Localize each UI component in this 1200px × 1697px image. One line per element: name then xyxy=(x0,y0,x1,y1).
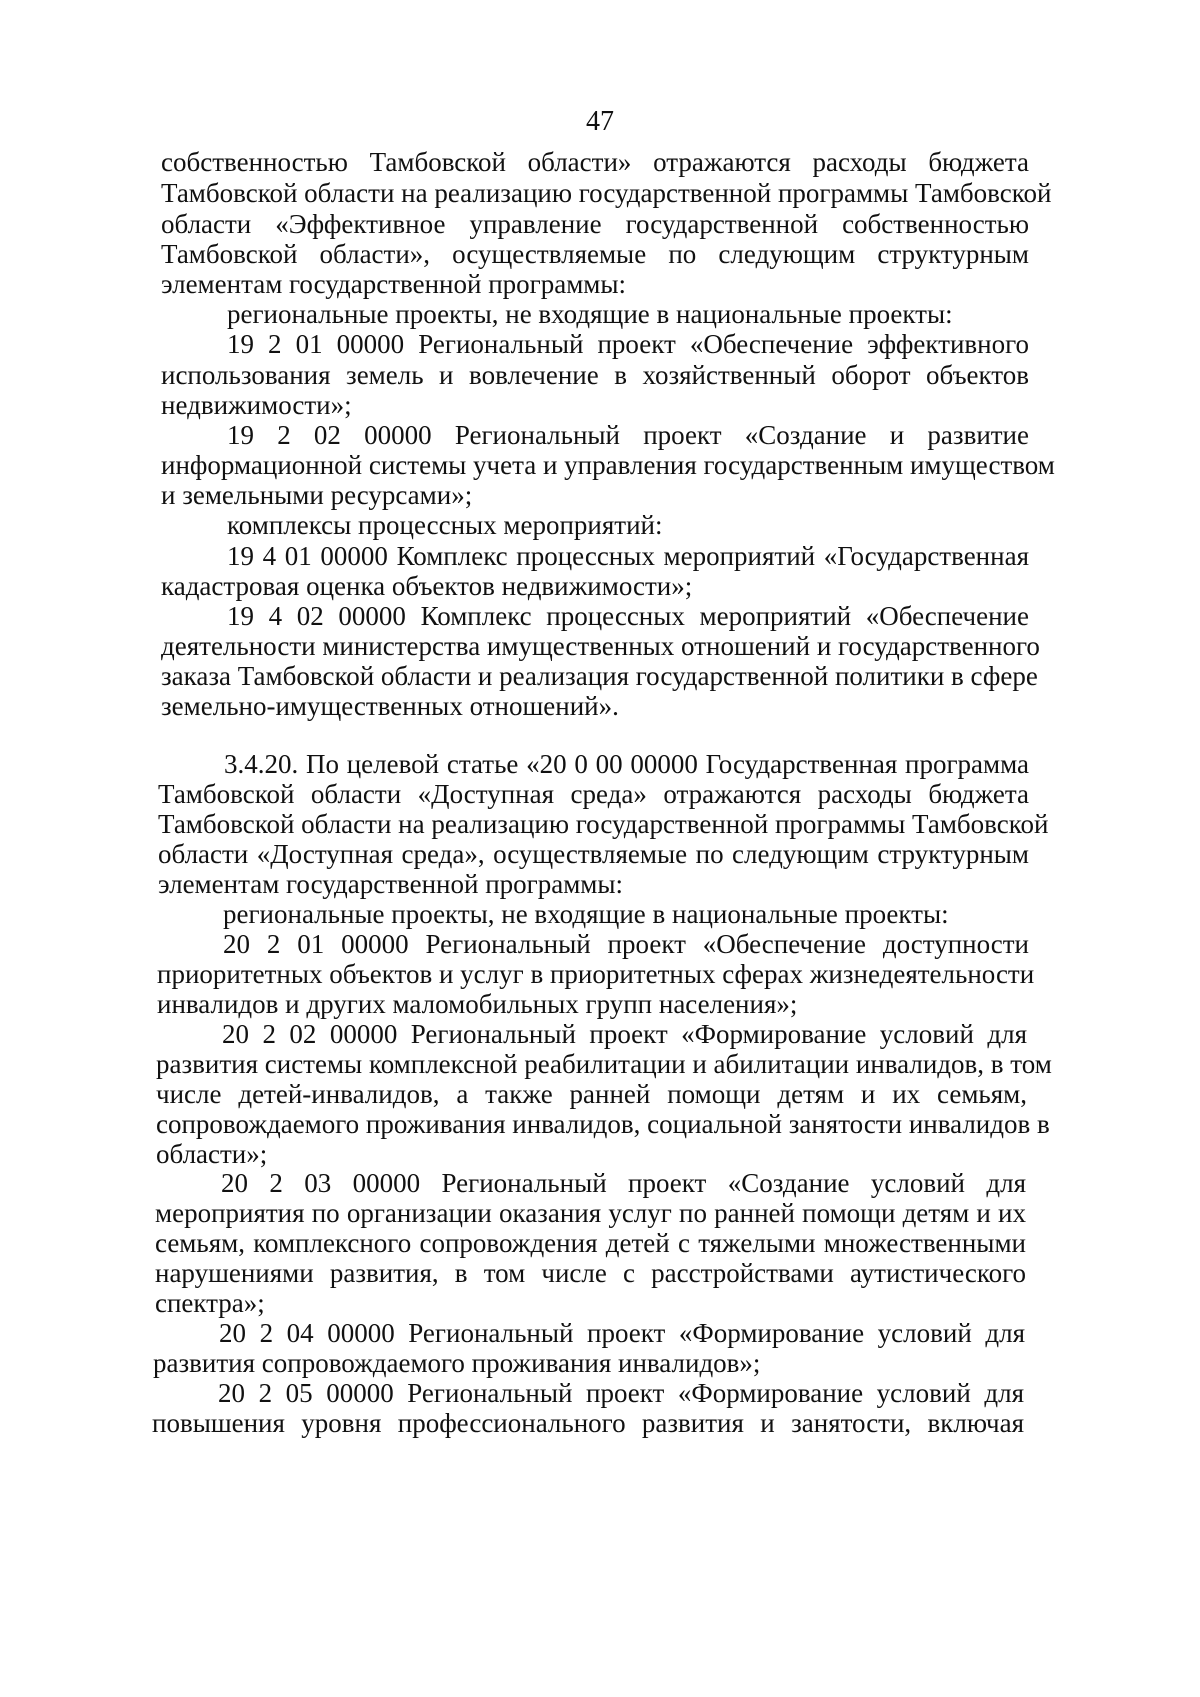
text-line: сопровождаемого проживания инвалидов, социальной занятости инвалидов в xyxy=(156,1109,1050,1139)
text-line: недвижимости»; xyxy=(161,390,352,420)
text-line: 20 2 03 00000 Региональный проект «Создание условий для xyxy=(221,1168,1026,1198)
text-line: повышения уровня профессионального развития и занятости, включая xyxy=(152,1408,1024,1438)
text-line: деятельности министерства имущественных отношений и государственного xyxy=(161,631,1040,661)
text-line: земельно-имущественных отношений». xyxy=(161,691,619,721)
text-line: 19 2 01 00000 Региональный проект «Обеспечение эффективного xyxy=(227,329,1029,359)
text-line: и земельными ресурсами»; xyxy=(161,480,473,510)
text-line: 3.4.20. По целевой статье «20 0 00 00000 Государственная программа xyxy=(224,749,1029,779)
text-line: 20 2 05 00000 Региональный проект «Формирование условий для xyxy=(218,1378,1024,1408)
text-line: 20 2 02 00000 Региональный проект «Формирование условий для xyxy=(222,1019,1027,1049)
text-line: развития сопровождаемого проживания инвалидов»; xyxy=(153,1348,761,1378)
text-line: Тамбовской области», осуществляемые по следующим структурным xyxy=(161,239,1029,269)
text-line: Тамбовской области на реализацию государственной программы Тамбовской xyxy=(161,178,1052,208)
text-line: собственностью Тамбовской области» отражаются расходы бюджета xyxy=(161,147,1029,177)
text-line: Тамбовской области на реализацию государственной программы Тамбовской xyxy=(158,809,1049,839)
text-line: 20 2 04 00000 Региональный проект «Формирование условий для xyxy=(219,1318,1025,1348)
text-line: использования земель и вовлечение в хозяйственный оборот объектов xyxy=(161,360,1029,390)
text-line: элементам государственной программы: xyxy=(161,269,627,299)
text-line: элементам государственной программы: xyxy=(158,869,624,899)
text-line: комплексы процессных мероприятий: xyxy=(227,510,663,540)
text-line: спектра»; xyxy=(155,1288,265,1318)
text-line: области «Доступная среда», осуществляемые по следующим структурным xyxy=(158,839,1029,869)
text-line: кадастровая оценка объектов недвижимости»; xyxy=(161,571,693,601)
text-line: региональные проекты, не входящие в национальные проекты: xyxy=(227,299,953,329)
text-line: региональные проекты, не входящие в национальные проекты: xyxy=(223,899,949,929)
text-line: мероприятия по организации оказания услуг по ранней помощи детям и их xyxy=(155,1198,1026,1228)
text-line: области»; xyxy=(156,1139,268,1169)
text-line: Тамбовской области «Доступная среда» отражаются расходы бюджета xyxy=(158,779,1029,809)
text-line: числе детей-инвалидов, а также ранней помощи детям и их семьям, xyxy=(156,1079,1027,1109)
text-line: инвалидов и других маломобильных групп населения»; xyxy=(157,989,798,1019)
text-line: 19 4 01 00000 Комплекс процессных мероприятий «Государственная xyxy=(227,541,1029,571)
text-line: заказа Тамбовской области и реализация государственной политики в сфере xyxy=(161,661,1038,691)
text-line: области «Эффективное управление государственной собственностью xyxy=(161,209,1029,239)
text-line: развития системы комплексной реабилитации и абилитации инвалидов, в том xyxy=(156,1049,1052,1079)
text-line: информационной системы учета и управления государственным имуществом xyxy=(161,450,1055,480)
page-number: 47 xyxy=(586,106,614,137)
text-line: 20 2 01 00000 Региональный проект «Обеспечение доступности xyxy=(223,929,1029,959)
text-line: нарушениями развития, в том числе с расстройствами аутистического xyxy=(155,1258,1026,1288)
text-line: приоритетных объектов и услуг в приоритетных сферах жизнедеятельности xyxy=(157,959,1035,989)
text-line: 19 4 02 00000 Комплекс процессных мероприятий «Обеспечение xyxy=(227,601,1029,631)
text-line: 19 2 02 00000 Региональный проект «Создание и развитие xyxy=(227,420,1029,450)
text-line: семьям, комплексного сопровождения детей с тяжелыми множественными xyxy=(155,1228,1026,1258)
